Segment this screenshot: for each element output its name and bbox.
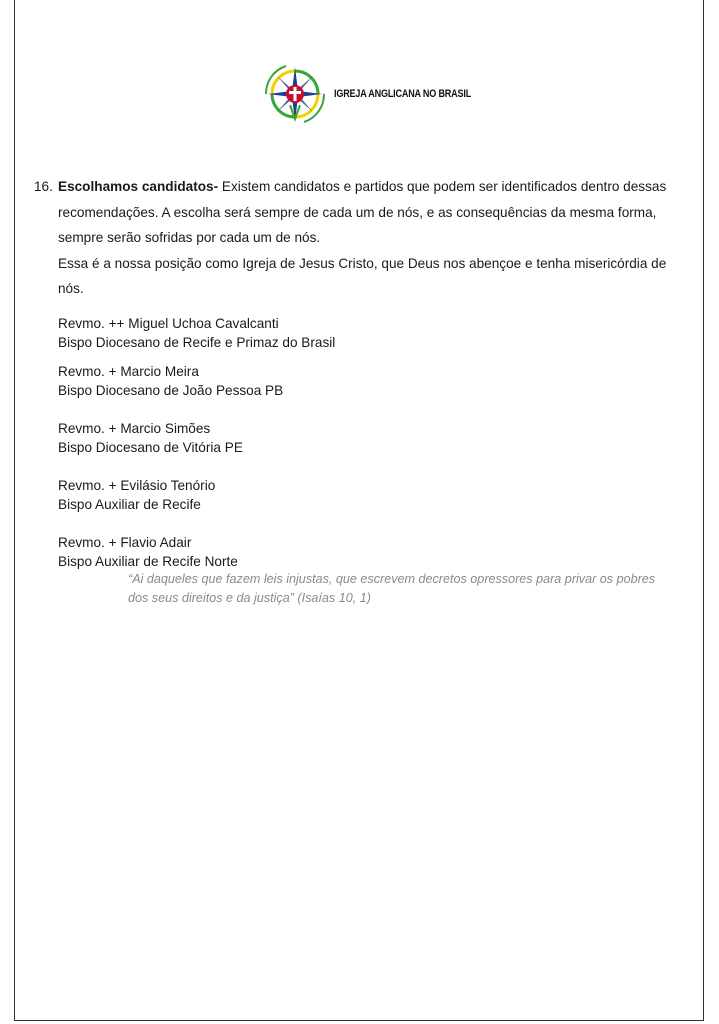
signer-title: Bispo Auxiliar de Recife Norte xyxy=(58,554,238,569)
signer-name: Revmo. + Flavio Adair xyxy=(58,535,192,550)
signer-name: Revmo. + Marcio Meira xyxy=(58,364,199,379)
signer-title: Bispo Diocesano de João Pessoa PB xyxy=(58,383,284,398)
signature-entry xyxy=(58,419,243,457)
header-logo xyxy=(262,58,472,130)
signature-entry xyxy=(58,314,335,352)
item-paragraph: Existem candidatos e partidos que podem ser identificados dentro dessas recomendações. A escolha será sempre de cada um de nós, e as consequências da mesma forma, sempre serão sofridas por cada um de nós. xyxy=(58,179,667,245)
bible-quote: “Ai daqueles que fazem leis injustas, que escrevem decretos opressores para privar os pobres dos seus direitos e da justiça” (Isaías 10, 1) xyxy=(128,572,656,605)
item-body xyxy=(58,174,694,302)
signer-title: Bispo Auxiliar de Recife xyxy=(58,497,201,512)
signer-name: Revmo. + Marcio Simões xyxy=(58,421,211,436)
recommendation-item xyxy=(34,174,694,302)
org-name: IGREJA ANGLICANA NO BRASIL xyxy=(334,88,472,100)
item-closing: Essa é a nossa posição como Igreja de Jesus Cristo, que Deus nos abençoe e tenha misericórdia de nós. xyxy=(58,255,667,296)
signer-name: Revmo. + Evilásio Tenório xyxy=(58,478,216,493)
signature-entry xyxy=(58,533,238,571)
item-number: 16. xyxy=(34,179,53,194)
signer-name: Revmo. ++ Miguel Uchoa Cavalcanti xyxy=(58,316,279,331)
signer-title: Bispo Diocesano de Vitória PE xyxy=(58,440,243,455)
anglican-compass-rose-logo-icon xyxy=(262,61,328,127)
item-heading: Escolhamos candidatos- xyxy=(58,179,219,194)
signature-entry xyxy=(58,476,215,514)
signature-entry xyxy=(58,362,283,400)
signer-title: Bispo Diocesano de Recife e Primaz do Brasil xyxy=(58,335,336,350)
